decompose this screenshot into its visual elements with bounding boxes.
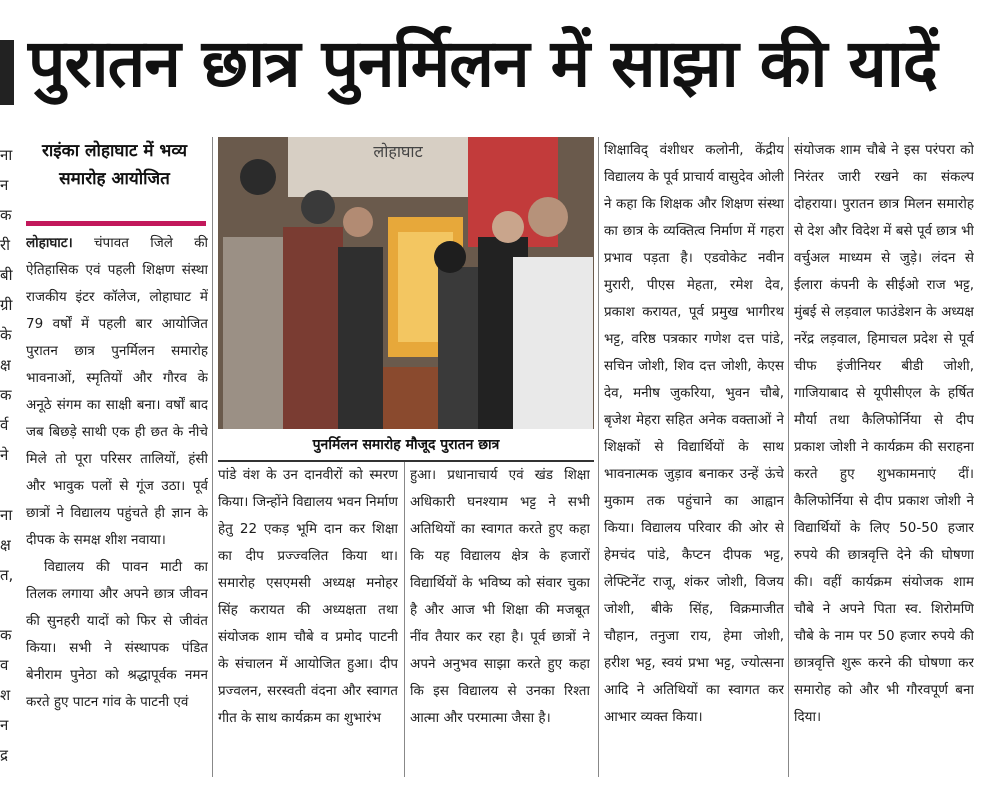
column-5-text: संयोजक शाम चौबे ने इस परंपरा को निरंतर जारी रखने का संकल्प दोहराया। पुरातन छात्र मिलन समारोह से देश और विदेश में बसे पूर्व छात्र भी वर्चुअल माध्यम से जुड़े। लंदन से ईलारा कंपनी के सीईओ राज भट्ट, मुंबई से लड़वाल फाउंडेशन के अध्यक्ष नरेंद्र लड़वाल, हिमाचल प्रदेश से पूर्व चीफ इंजीनियर बीडी जोशी, गाजियाबाद से यूपीसीएल के हर्षित मौर्या तथा कैलिफोर्निया से दीप प्रकाश जोशी ने कार्यक्रम की सराहना करते हुए शुभकामनाएं दीं। कैलिफोर्निया से दीप प्रकाश जोशी ने विद्यार्थियों के लिए 50-50 हजार रुपये की छात्रवृत्ति देने की घोषणा की। वहीं कार्यक्रम संयोजक शाम चौबे ने अपने पिता स्व. शिरोमणि चौबे के नाम पर 50 हजार रुपये की छात्रवृत्ति शुरू करने की घोषणा कर समारोह को और भी गौरवपूर्ण बना दिया। — [794, 142, 974, 725]
column-3-text: हुआ। प्रधानाचार्य एवं खंड शिक्षा अधिकारी घनश्याम भट्ट ने सभी अतिथियों का स्वागत करते हुए कहा कि यह विद्यालय क्षेत्र के हजारों विद्यार्थियों के भविष्य को संवार चुका है और आज भी शिक्षा की मजबूत नींव तैयार कर रहा है। पूर्व छात्रों ने अपने अनुभव साझा करते हुए कहा कि इस विद्यालय से उनका रिश्ता आत्मा और परमात्मा जैसा है। — [410, 467, 590, 726]
photo-banner-text: लोहाघाट — [373, 142, 423, 161]
edge-mark — [0, 40, 14, 105]
column-divider — [788, 137, 789, 777]
adjacent-column-fragment: व — [0, 656, 9, 674]
column-divider — [598, 137, 599, 777]
adjacent-column-fragment: ना — [0, 146, 13, 164]
article-column-1 — [26, 230, 208, 780]
photo-caption: पुनर्मिलन समारोह मौजूद पुरातन छात्र — [218, 430, 594, 462]
column-divider — [212, 137, 213, 777]
adjacent-column-fragment: ग्री — [0, 296, 13, 314]
adjacent-column-fragments — [0, 140, 14, 770]
adjacent-column-fragment: र्व — [0, 416, 9, 434]
adjacent-column-fragment: री — [0, 236, 11, 254]
article-column-2 — [218, 462, 398, 782]
adjacent-column-fragment: ने — [0, 446, 9, 464]
subheadline: राइंका लोहाघाट में भव्य समारोह आयोजित — [41, 141, 188, 189]
subheadline-rule — [26, 221, 206, 226]
column-2-text: पांडे वंश के उन दानवीरों को स्मरण किया। जिन्होंने विद्यालय भवन निर्माण हेतु 22 एकड़ भूमि दान कर शिक्षा का दीप प्रज्ज्वलित किया था। समारोह एसएमसी अध्यक्ष मनोहर सिंह करायत की अध्यक्षता तथा संयोजक शाम चौबे व प्रमोद पाटनी के संचालन में आयोजित हुआ। दीप प्रज्वलन, सरस्वती वंदना और स्वागत गीत के साथ कार्यक्रम का शुभारंभ — [218, 467, 398, 726]
headline: पुरातन छात्र पुनर्मिलन में साझा की यादें — [28, 25, 937, 102]
adjacent-column-fragment: त, — [0, 566, 14, 584]
adjacent-column-fragment: ना — [0, 506, 13, 524]
column-1-paragraph-2: विद्यालय की पावन माटी का तिलक लगाया और अपने छात्र जीवन की सुनहरी यादों को फिर से जीवंत किया। सभी ने संस्थापक पंडित बेनीराम पुनेठा को श्रद्धापूर्वक नमन करते हुए पाटन गांव के पाटनी एवं — [26, 559, 208, 710]
column-4-text: शिक्षाविद् वंशीधर कलोनी, केंद्रीय विद्यालय के पूर्व प्राचार्य वासुदेव ओली ने कहा कि शिक्षक और शिक्षण संस्था का छात्र के व्यक्तित्व निर्माण में गहरा प्रभाव पड़ता है। एडवोकेट नवीन मुरारी, पीएस मेहता, रमेश देव, प्रकाश करायत, पूर्व प्रमुख भागीरथ भट्ट, वरिष्ठ पत्रकार गणेश दत्त पांडे, सचिन जोशी, शिव दत्त जोशी, केएस देव, मनीष जुकरिया, भुवन चौबे, बृजेश मेहरा सहित अनेक वक्ताओं ने शिक्षकों से विद्यार्थियों के साथ भावनात्मक जुड़ाव बनाकर उन्हें ऊंचे मुकाम तक पहुंचाने का आह्वान किया। विद्यालय परिवार की ओर से हेमचंद पांडे, कैप्टन दीपक भट्ट, लेफ्टिनेंट राजू, शंकर जोशी, विजय जोशी, बीके सिंह, विक्रमाजीत चौहान, तनुजा राय, हेमा जोशी, हरीश भट्ट, स्वयं प्रभा भट्ट, ज्योत्सना आदि ने अतिथियों का स्वागत कर आभार व्यक्त किया। — [604, 142, 784, 725]
adjacent-column-fragment: द्र — [0, 746, 8, 764]
adjacent-column-fragment: श — [0, 686, 11, 704]
adjacent-column-fragment — [0, 470, 14, 500]
event-photo-illustration — [218, 137, 594, 429]
article-column-4 — [604, 137, 784, 782]
article-column-5 — [794, 137, 974, 782]
dateline: लोहाघाट। — [26, 235, 73, 251]
adjacent-column-fragment: बी — [0, 266, 13, 284]
adjacent-column-fragment: के — [0, 326, 12, 344]
event-photo — [218, 137, 594, 429]
adjacent-column-fragment: न — [0, 176, 9, 194]
column-divider — [404, 462, 405, 777]
adjacent-column-fragment: क्ष — [0, 356, 11, 374]
adjacent-column-fragment: क — [0, 206, 12, 224]
adjacent-column-fragment: क — [0, 386, 12, 404]
column-1-paragraph-1: चंपावत जिले की ऐतिहासिक एवं पहली शिक्षण संस्था राजकीय इंटर कॉलेज, लोहाघाट में 79 वर्षों में पहली बार आयोजित पुरातन छात्र पुनर्मिलन समारोह भावनाओं, स्मृतियों और गौरव के अनूठे संगम का साक्षी बना। वर्षों बाद जब बिछड़े साथी एक ही छत के नीचे मिले तो पूरा परिसर तालियों, हंसी और भावुक पलों से गूंज उठा। पूर्व छात्रों ने विद्यालय पहुंचते ही ज्ञान के दीपक के समक्ष शीश नवाया। — [26, 235, 208, 548]
adjacent-column-fragment: क — [0, 626, 12, 644]
adjacent-column-fragment: न — [0, 716, 9, 734]
adjacent-column-fragment — [0, 590, 14, 620]
adjacent-column-fragment: क्ष — [0, 536, 11, 554]
article-column-3 — [410, 462, 590, 782]
